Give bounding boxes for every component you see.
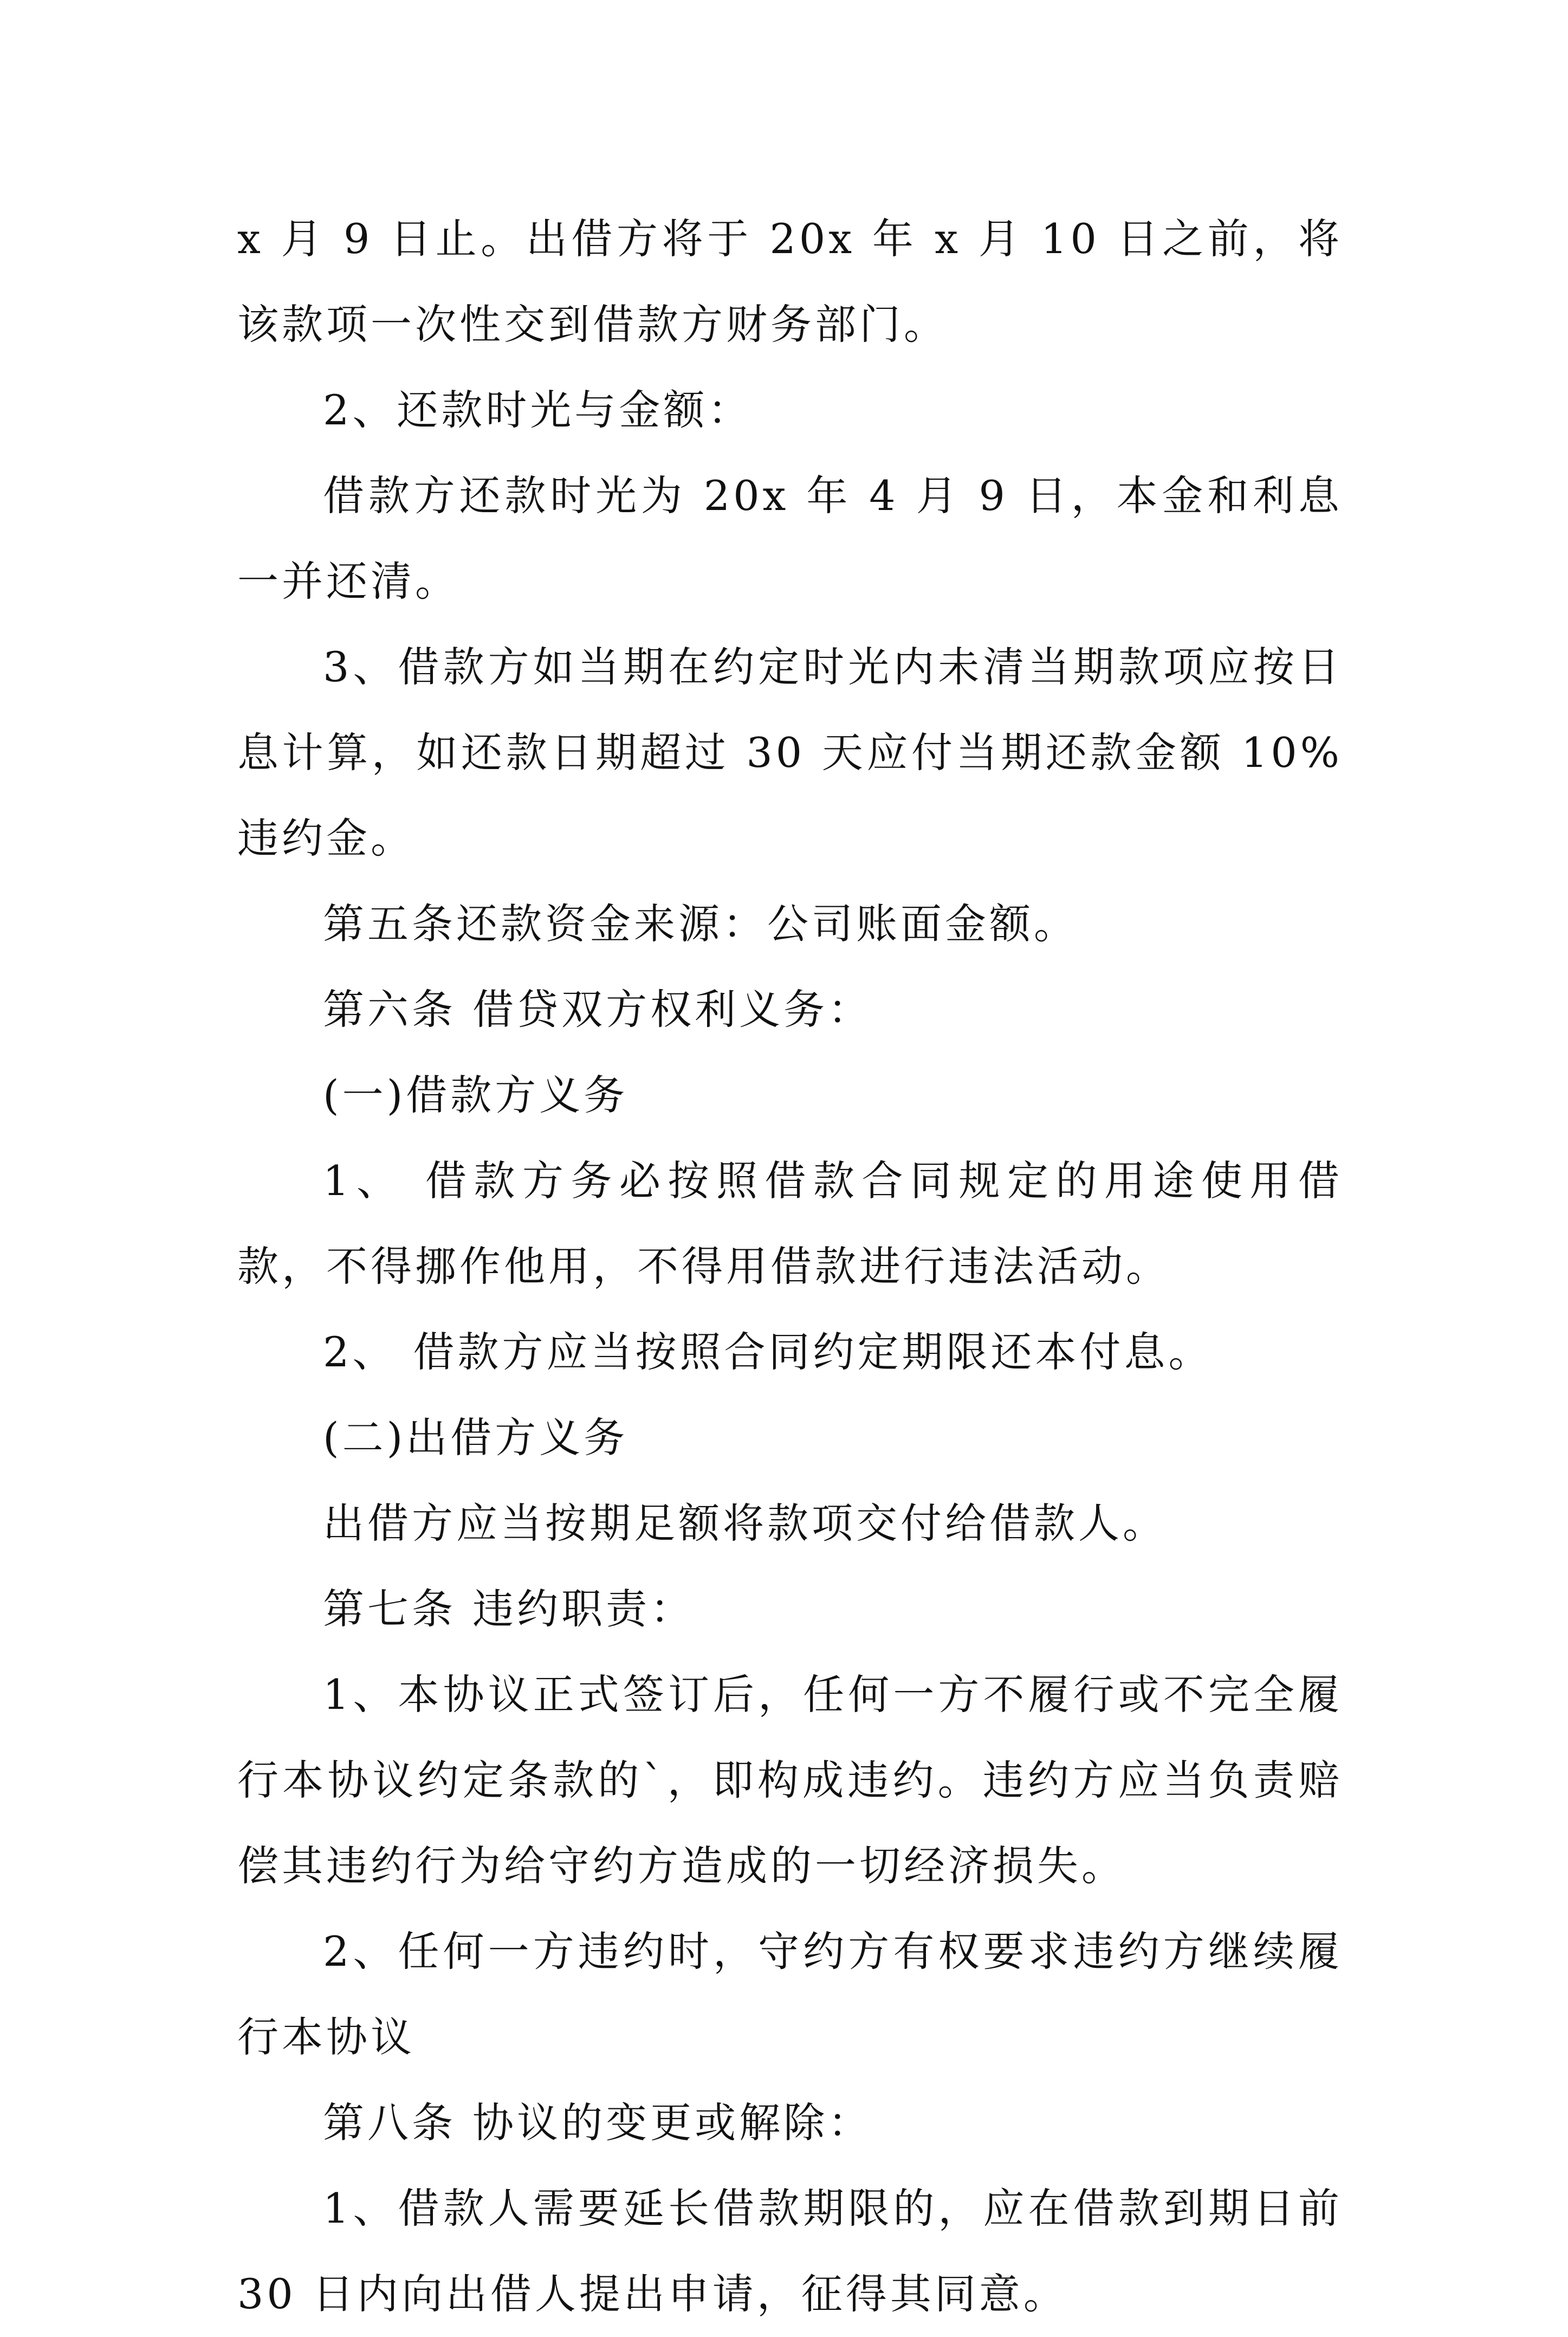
paragraph: 出借方应当按期足额将款项交付给借款人。 bbox=[323, 1499, 1167, 1547]
paragraph: 2、 借款方应当按照合同约定期限还本付息。 bbox=[323, 1328, 1213, 1376]
document-body bbox=[237, 196, 1343, 2337]
paragraph: x 月 9 日止。出借方将于 20x 年 x 月 10 日之前，将该款项一次性交到借款方财务部门。 bbox=[237, 215, 1343, 348]
article-heading: 第八条 协议的变更或解除： bbox=[323, 2099, 873, 2147]
paragraph: 3、借款方如当期在约定时光内未清当期款项应按日息计算，如还款日期超过 30 天应付当期还款金额 10%违约金。 bbox=[237, 643, 1343, 862]
paragraph: 1、 借款方务必按照借款合同规定的用途使用借款，不得挪作他用，不得用借款进行违法活动。 bbox=[237, 1157, 1343, 1290]
section-heading: (二)出借方义务 bbox=[323, 1413, 629, 1462]
article-heading: 第七条 违约职责： bbox=[323, 1585, 695, 1633]
article-heading: 第六条 借贷双方权利义务： bbox=[323, 985, 873, 1034]
paragraph: 借款方还款时光为 20x 年 4 月 9 日，本金和利息一并还清。 bbox=[237, 472, 1343, 605]
paragraph: 2、任何一方违约时，守约方有权要求违约方继续履行本协议 bbox=[237, 1927, 1343, 2061]
section-heading: (一)借款方义务 bbox=[323, 1071, 629, 1119]
paragraph: 2、还款时光与金额： bbox=[323, 386, 753, 434]
article-heading: 第五条还款资金来源：公司账面金额。 bbox=[323, 900, 1078, 948]
paragraph: 1、本协议正式签订后，任何一方不履行或不完全履行本协议约定条款的`，即构成违约。违约方应当负责赔偿其违约行为给守约方造成的一切经济损失。 bbox=[237, 1670, 1343, 1890]
paragraph: 1、借款人需要延长借款期限的，应在借款到期日前 30 日内向出借人提出申请，征得其同意。 bbox=[237, 2184, 1343, 2318]
